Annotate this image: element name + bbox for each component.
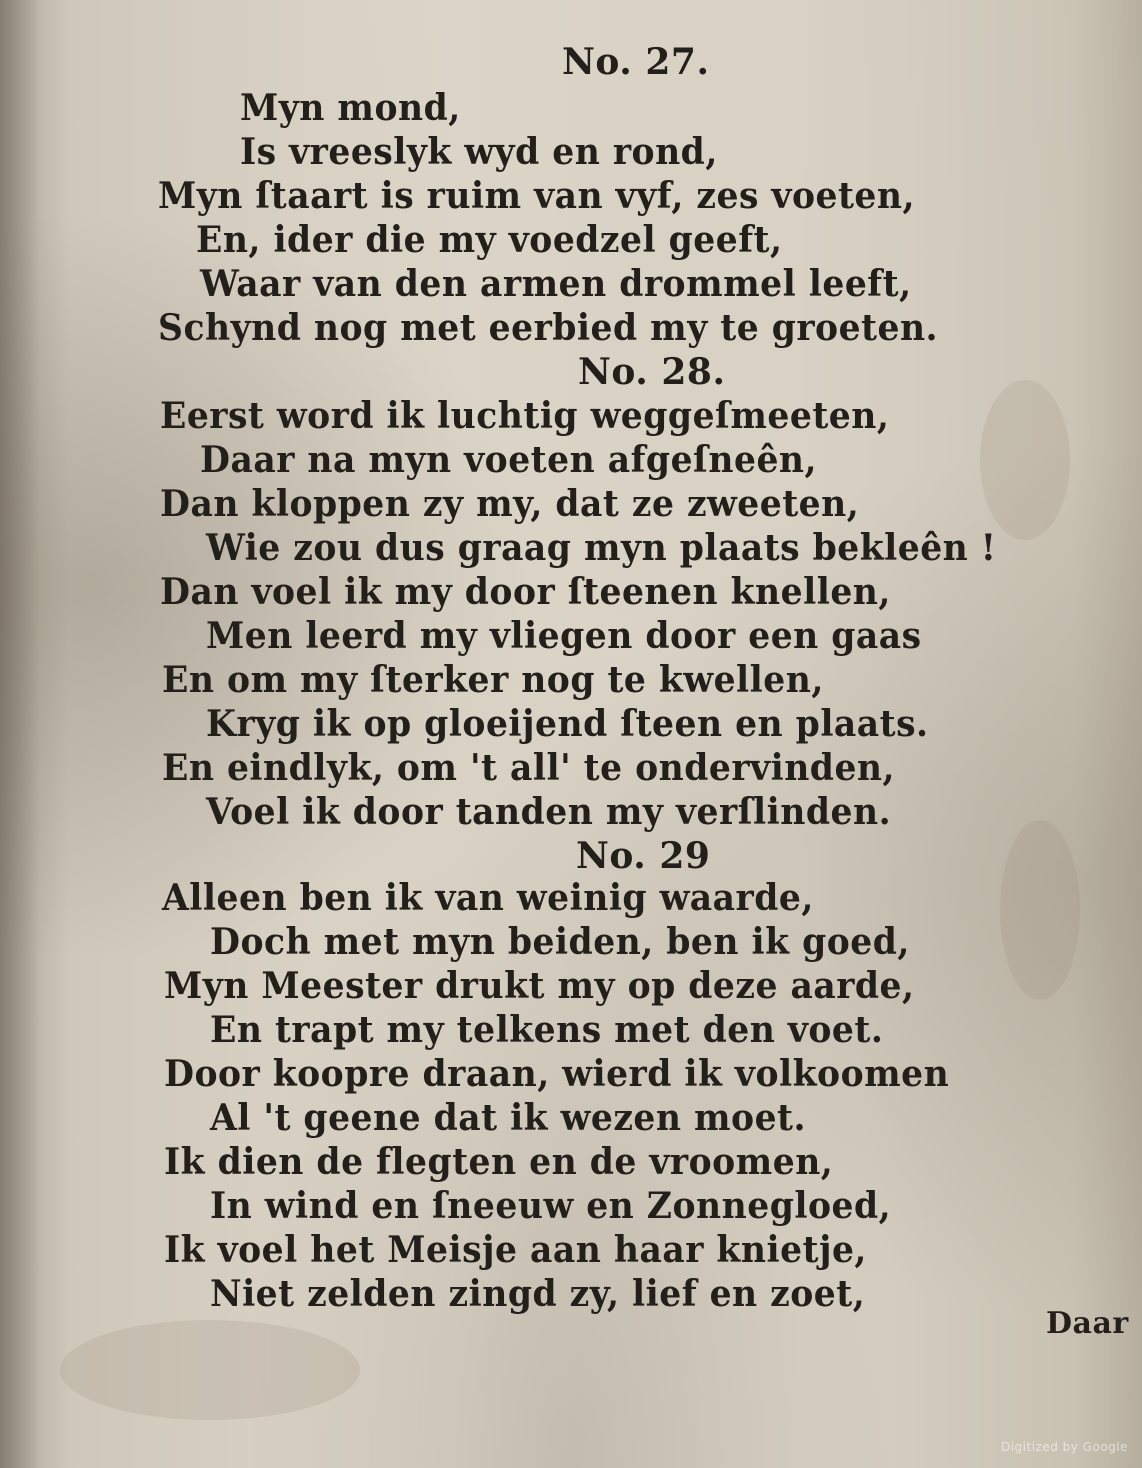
poem-heading: No. 28. bbox=[578, 351, 726, 393]
poem-line: Niet zelden zingd zy, lief en zoet, bbox=[210, 1273, 866, 1315]
poem-line: Eerst word ik luchtig weggeſmeeten, bbox=[160, 395, 890, 437]
poem-line: Waar van den armen drommel leeft, bbox=[200, 263, 912, 305]
poem-line: Myn ſtaart is ruim van vyf, zes voeten, bbox=[158, 175, 916, 217]
poem-line: Al 't geene dat ik wezen moet. bbox=[210, 1097, 807, 1139]
poem-line: Doch met myn beiden, ben ik goed, bbox=[210, 921, 910, 963]
poem-heading: No. 29 bbox=[576, 835, 711, 877]
poem-line: En, ider die my voedzel geeft, bbox=[196, 219, 783, 261]
poem-line: Dan kloppen zy my, dat ze zweeten, bbox=[160, 483, 860, 525]
poem-line: En trapt my telkens met den voet. bbox=[210, 1009, 884, 1051]
poem-line: Ik voel het Meisje aan haar knietje, bbox=[164, 1229, 867, 1271]
poem-line: Wie zou dus graag myn plaats bekleên ! bbox=[206, 527, 997, 569]
poem-line: Men leerd my vliegen door een gaas bbox=[206, 615, 922, 657]
poem-line: Alleen ben ik van weinig waarde, bbox=[162, 877, 814, 919]
poem-line: En om my ſterker nog te kwellen, bbox=[162, 659, 824, 701]
poem-line: Kryg ik op gloeijend ſteen en plaats. bbox=[206, 703, 929, 745]
poem-line: In wind en ſneeuw en Zonnegloed, bbox=[210, 1185, 892, 1227]
poem-line: Myn Meester drukt my op deze aarde, bbox=[164, 965, 915, 1007]
poem-line: Is vreeslyk wyd en rond, bbox=[240, 131, 718, 173]
catchword: Daar bbox=[1046, 1306, 1129, 1341]
poem-line: En eindlyk, om 't all' te ondervinden, bbox=[162, 747, 896, 789]
digitization-watermark: Digitized by Google bbox=[1000, 1440, 1128, 1454]
poem-line: Myn mond, bbox=[240, 87, 461, 129]
poem-line: Voel ik door tanden my verſlinden. bbox=[206, 791, 892, 833]
poem-heading: No. 27. bbox=[562, 41, 710, 83]
poem-line: Dan voel ik my door ſteenen knellen, bbox=[160, 571, 891, 613]
poem-line: Door koopre draan, wierd ik volkoomen bbox=[164, 1053, 950, 1095]
poem-line: Schynd nog met eerbied my te groeten. bbox=[158, 307, 939, 349]
poem-line: Ik dien de flegten en de vroomen, bbox=[164, 1141, 834, 1183]
poem-line: Daar na myn voeten afgeſneên, bbox=[200, 439, 818, 481]
